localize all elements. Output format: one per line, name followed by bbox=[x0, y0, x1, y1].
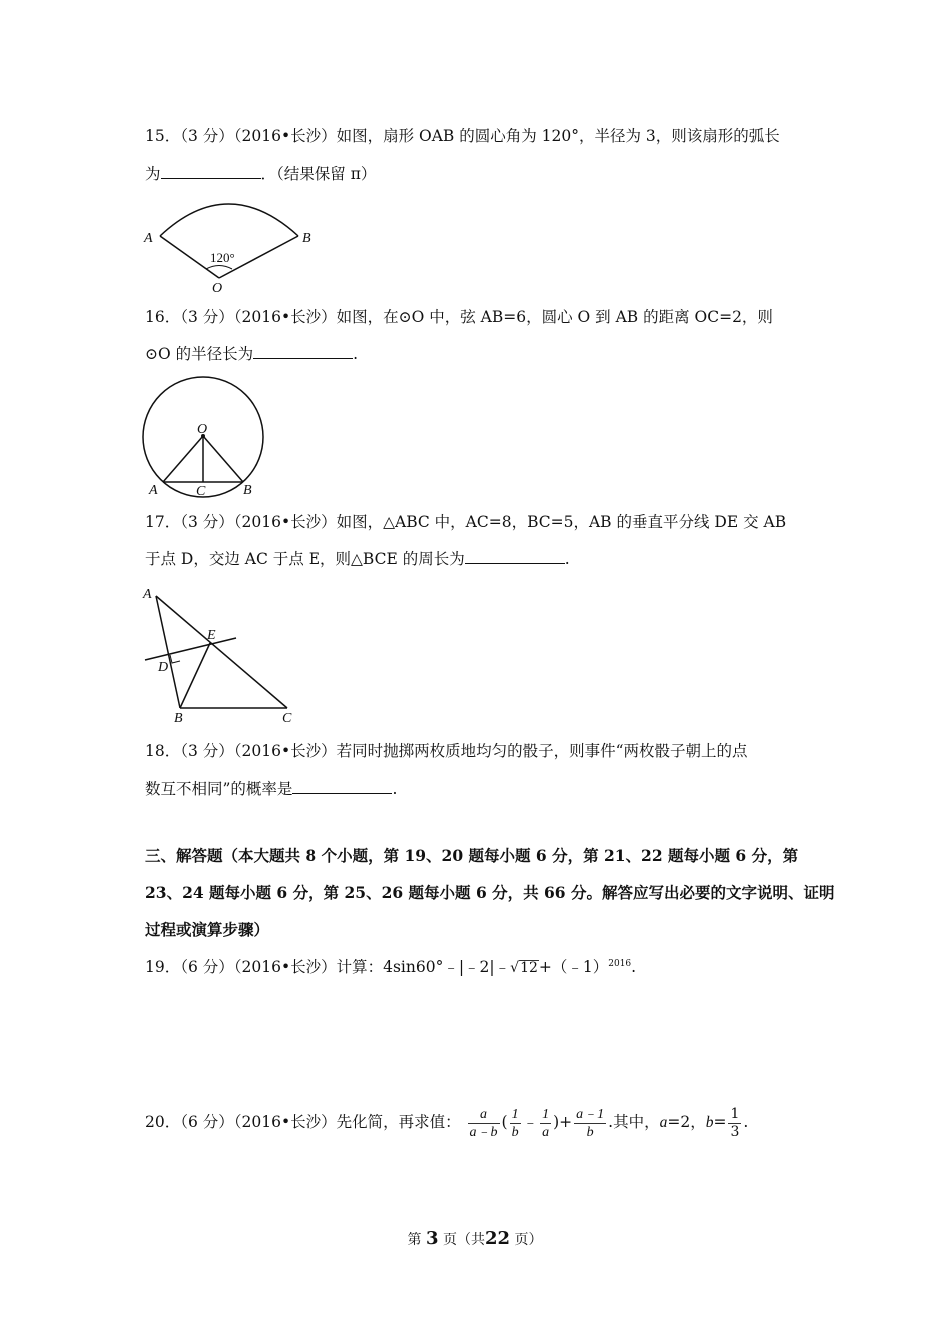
q15-line2 bbox=[145, 164, 376, 184]
q20-b-var: b bbox=[705, 1114, 714, 1131]
q15-line2-prefix: 为 bbox=[145, 165, 161, 183]
q19-prefix: 19．（6 分）（2016•长沙）计算：4sin60°﹣|﹣2|﹣ bbox=[145, 958, 511, 977]
q15-answer-blank bbox=[161, 164, 261, 179]
q17-line2 bbox=[145, 549, 570, 569]
section3-line3: 过程或演算步骤） bbox=[145, 920, 270, 939]
q18-line2-prefix: 数互不相同”的概率是 bbox=[145, 780, 293, 798]
q20-end: . bbox=[743, 1113, 749, 1131]
q17-answer-blank bbox=[465, 549, 565, 564]
fig17-label-c: C bbox=[282, 711, 292, 726]
q19-mid: +（﹣1） bbox=[538, 958, 609, 977]
bisector-de bbox=[145, 638, 236, 660]
q20-fraction-2 bbox=[510, 1106, 521, 1141]
q20-f2-den: b bbox=[511, 1124, 519, 1140]
fig17-label-b: B bbox=[174, 711, 183, 726]
fig16-label-c: C bbox=[196, 484, 206, 499]
footer-post: 页） bbox=[514, 1232, 543, 1248]
q20-fraction-5 bbox=[728, 1106, 741, 1141]
q16-answer-blank bbox=[253, 344, 353, 359]
section3-line2: 23、24 题每小题 6 分，第 25、26 题每小题 6 分，共 66 分。解答应写出必要的文字说明、证明 bbox=[145, 883, 835, 902]
q20-f3-den: a bbox=[542, 1124, 550, 1140]
q20-minus: ﹣ bbox=[522, 1113, 539, 1131]
q16-line2-prefix: ⊙O 的半径长为 bbox=[145, 345, 254, 363]
segment-ob bbox=[203, 436, 243, 482]
segment-oa bbox=[163, 436, 203, 482]
q20-f1-den: a﹣b bbox=[469, 1124, 498, 1140]
section3-line1: 三、解答题（本大题共 8 个小题，第 19、20 题每小题 6 分，第 21、22 题每小题 6 分，第 bbox=[145, 846, 799, 865]
q20-f1-num: a bbox=[468, 1106, 500, 1124]
q20-a-var: a bbox=[659, 1114, 668, 1131]
q20-fraction-4 bbox=[574, 1106, 606, 1141]
sector-arc bbox=[160, 204, 298, 236]
fig15-label-o: O bbox=[212, 281, 223, 296]
q19-sqrt: 12 bbox=[520, 960, 538, 977]
q17-line2-prefix: 于点 D，交边 AC 于点 E，则△BCE 的周长为 bbox=[145, 550, 465, 568]
angle-mark bbox=[206, 266, 232, 270]
fig15-label-a: A bbox=[144, 231, 153, 246]
q20-line bbox=[145, 1102, 748, 1143]
fig17-label-e: E bbox=[207, 628, 216, 643]
q20-f2-num: 1 bbox=[511, 1106, 519, 1122]
q18-answer-blank bbox=[292, 779, 392, 794]
q15-line1: 15．（3 分）（2016•长沙）如图，扇形 OAB 的圆心角为 120°，半径为 3，则该扇形的弧长 bbox=[145, 127, 780, 145]
page-footer bbox=[0, 1228, 950, 1249]
q19-line: 19．（6 分）（2016•长沙）计算：4sin60°﹣|﹣2|﹣√12+（﹣1）$^{2016}$. bbox=[145, 958, 637, 977]
q19-end: . bbox=[631, 958, 637, 977]
q16-line2 bbox=[145, 344, 358, 364]
q17-line1: 17．（3 分）（2016•长沙）如图，△ABC 中，AC=8，BC=5，AB 的垂直平分线 DE 交 AB bbox=[145, 513, 787, 531]
q20-fraction-3 bbox=[540, 1106, 551, 1141]
fig15-angle-label: 120° bbox=[210, 250, 235, 265]
q20-f4-den: b bbox=[586, 1124, 594, 1140]
q20-f4-num: a﹣1 bbox=[576, 1106, 605, 1122]
fig15-label-b: B bbox=[302, 231, 311, 246]
fig16-label-b: B bbox=[243, 483, 252, 498]
q20-a-val: =2， bbox=[667, 1113, 706, 1131]
q18-line1: 18．（3 分）（2016•长沙）若同时抛掷两枚质地均匀的骰子，则事件“两枚骰子朝上的点 bbox=[145, 742, 748, 760]
footer-total-pages: 22 bbox=[484, 1228, 511, 1249]
fig17-label-a: A bbox=[143, 587, 152, 602]
q16-line1: 16．（3 分）（2016•长沙）如图，在⊙O 中，弦 AB=6，圆心 O 到 AB 的距离 OC=2，则 bbox=[145, 308, 773, 326]
footer-pre: 第 bbox=[407, 1232, 422, 1248]
footer-page-number: 3 bbox=[425, 1228, 439, 1249]
q15-line2-suffix: ．（结果保留 π） bbox=[260, 165, 377, 183]
q18-line2 bbox=[145, 779, 397, 799]
q20-f3-num: 1 bbox=[542, 1106, 550, 1122]
q19-exponent: 2016 bbox=[608, 959, 632, 969]
right-angle-mark bbox=[170, 655, 180, 663]
segment-be bbox=[180, 643, 210, 708]
q17-line2-suffix: . bbox=[564, 550, 570, 568]
footer-mid: 页（共 bbox=[442, 1232, 485, 1248]
q20-f5-den: 3 bbox=[730, 1123, 740, 1140]
fig16-label-a: A bbox=[149, 483, 158, 498]
q15-sector-figure bbox=[140, 192, 330, 296]
q16-circle-figure bbox=[140, 374, 270, 500]
q20-f5-num: 1 bbox=[730, 1105, 740, 1122]
q17-triangle-figure bbox=[140, 582, 310, 726]
q20-prefix: 20．（6 分）（2016•长沙）先化简，再求值： bbox=[145, 1113, 461, 1131]
fig16-label-o: O bbox=[197, 422, 208, 437]
q20-close-paren: )+ bbox=[553, 1113, 573, 1131]
q20-mid: .其中， bbox=[608, 1113, 660, 1131]
q16-line2-suffix: . bbox=[353, 345, 359, 363]
q18-line2-suffix: . bbox=[392, 780, 398, 798]
q20-open-paren: ( bbox=[501, 1113, 508, 1131]
fig17-label-d: D bbox=[158, 660, 169, 675]
q20-fraction-1 bbox=[468, 1106, 500, 1141]
q20-b-eq: = bbox=[713, 1113, 727, 1131]
